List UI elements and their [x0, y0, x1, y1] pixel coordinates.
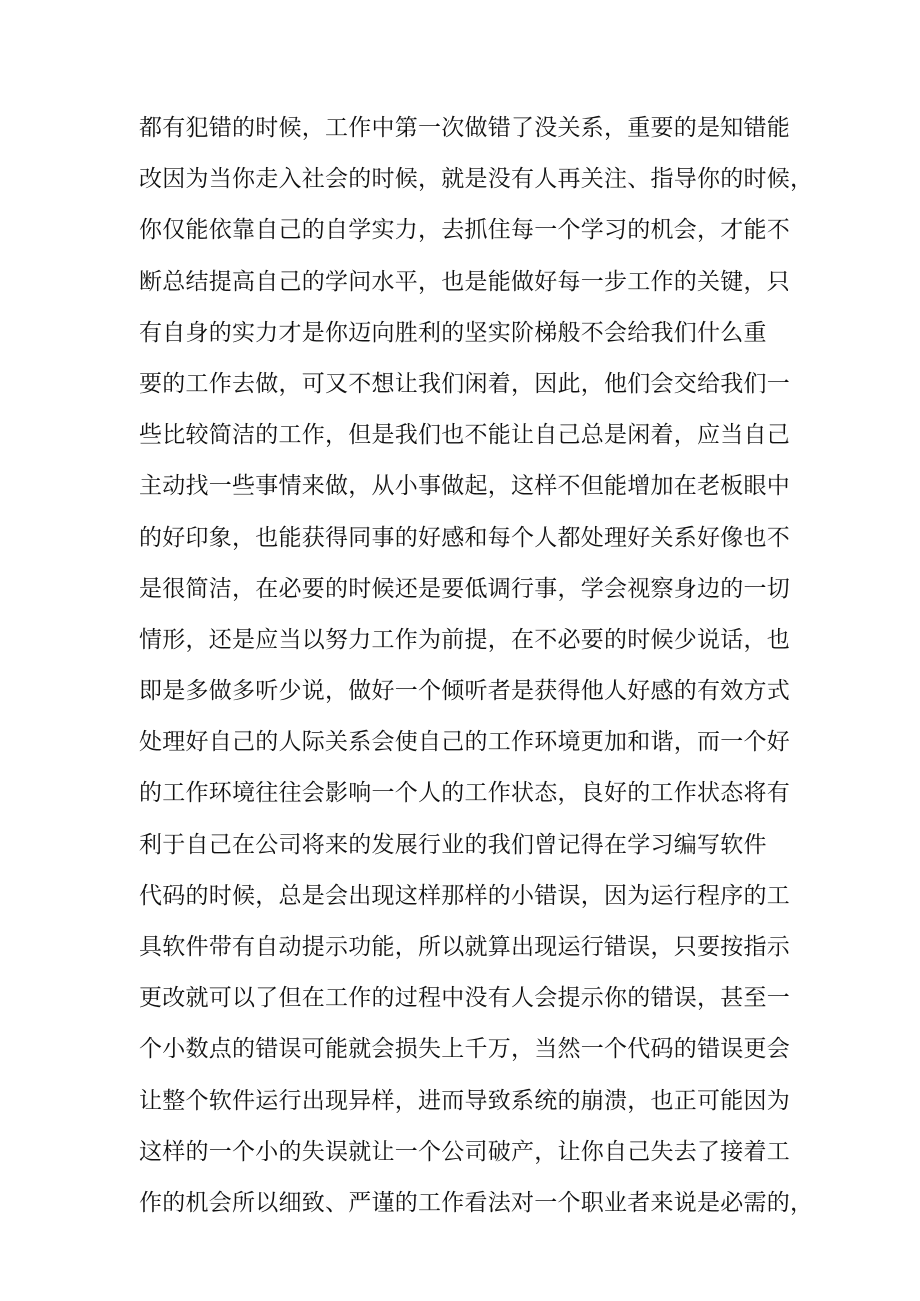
text-line-14: 的工作环境往往会影响一个人的工作状态，良好的工作状态将有	[139, 780, 790, 807]
text-line-20: 让整个软件运行出现异样，进而导致系统的崩溃，也正可能因为	[139, 1087, 790, 1114]
text-line-9: 的好印象，也能获得同事的好感和每个人都处理好关系好像也不	[139, 524, 790, 551]
text-line-7: 些比较简洁的工作，但是我们也不能让自己总是闲着，应当自己	[139, 422, 790, 449]
text-line-1: 都有犯错的时候，工作中第一次做错了没关系，重要的是知错能	[139, 115, 790, 141]
text-line-13: 处理好自己的人际关系会使自己的工作环境更加和谐，而一个好	[139, 729, 790, 756]
text-line-17: 具软件带有自动提示功能，所以就算出现运行错误，只要按指示	[139, 934, 790, 960]
text-line-8: 主动找一些事情来做，从小事做起，这样不但能增加在老板眼中	[139, 473, 790, 500]
text-line-3: 你仅能依靠自己的自学实力，去抓住每一个学习的机会，才能不	[139, 217, 790, 244]
text-line-10: 是很简洁，在必要的时候还是要低调行事，学会视察身边的一切	[139, 575, 790, 602]
text-line-19: 个小数点的错误可能就会损失上千万，当然一个代码的错误更会	[139, 1036, 790, 1063]
text-line-12: 即是多做多听少说，做好一个倾听者是获得他人好感的有效方式	[139, 678, 790, 705]
text-line-4: 断总结提高自己的学问水平，也是能做好每一步工作的关键，只	[139, 268, 790, 295]
text-line-18: 更改就可以了但在工作的过程中没有人会提示你的错误，甚至一	[139, 985, 790, 1012]
text-line-22: 作的机会所以细致、严谨的工作看法对一个职业者来说是必需的，	[139, 1189, 814, 1216]
text-line-11: 情形，还是应当以努力工作为前提，在不必要的时候少说话，也	[139, 626, 790, 653]
text-line-21: 这样的一个小的失误就让一个公司破产，让你自己失去了接着工	[139, 1138, 790, 1165]
body-text	[139, 103, 814, 1229]
text-line-15: 利于自己在公司将来的发展行业的我们曾记得在学习编写软件	[139, 831, 767, 858]
text-line-2: 改因为当你走入社会的时候，就是没有人再关注、指导你的时候，	[139, 166, 814, 193]
text-line-16: 代码的时候，总是会出现这样那样的小错误，因为运行程序的工	[139, 882, 790, 909]
text-line-6: 要的工作去做，可又不想让我们闲着，因此，他们会交给我们一	[139, 370, 790, 397]
text-line-5: 有自身的实力才是你迈向胜利的坚实阶梯般不会给我们什么重	[139, 319, 767, 346]
